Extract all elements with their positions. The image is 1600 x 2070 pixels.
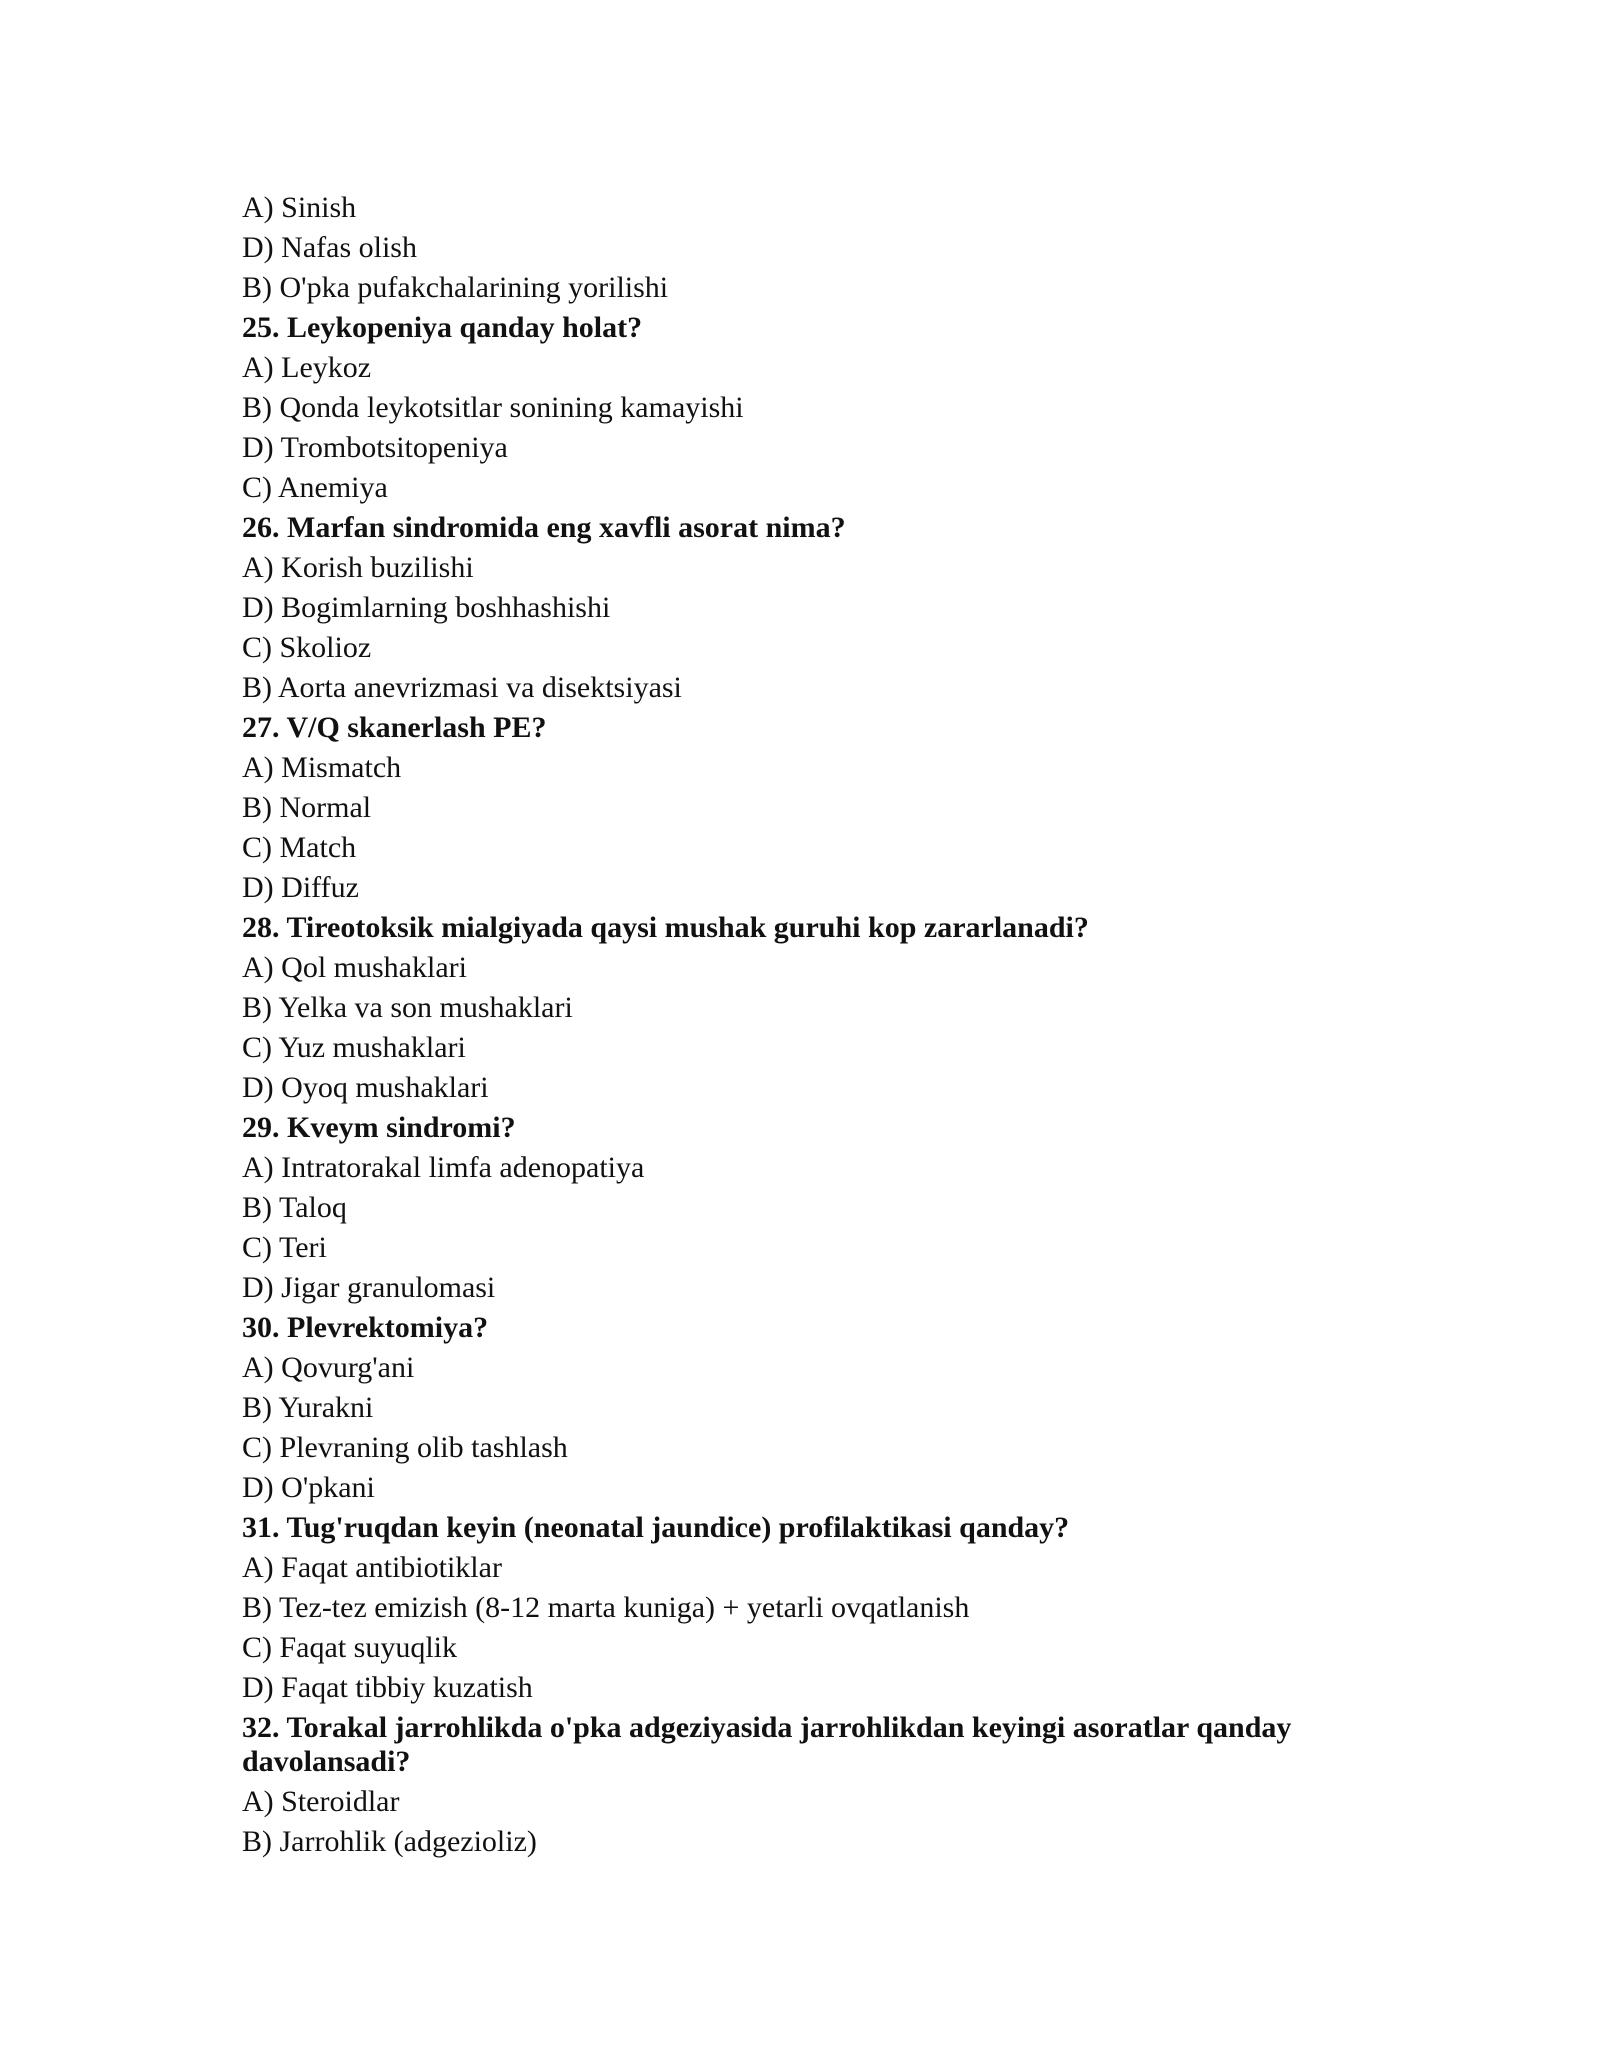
answer-option: D) Faqat tibbiy kuzatish [242, 1671, 533, 1704]
answer-option: B) Tez-tez emizish (8-12 marta kuniga) + yetarli ovqatlanish [242, 1591, 970, 1624]
answer-option: A) Korish buzilishi [242, 551, 474, 584]
answer-option: C) Anemiya [242, 471, 388, 504]
question-text: 32. Torakal jarrohlikda o'pka adgeziyasida jarrohlikdan keyingi asoratlar qanday davolansadi? [242, 1711, 1292, 1778]
question-text: 29. Kveym sindromi? [242, 1111, 516, 1144]
answer-option: A) Sinish [242, 191, 357, 224]
answer-option: A) Mismatch [242, 751, 402, 784]
answer-option: B) Taloq [242, 1191, 347, 1224]
answer-option: C) Teri [242, 1231, 327, 1264]
answer-option: D) Diffuz [242, 871, 359, 904]
document-page [242, 188, 1372, 1862]
answer-option: B) Aorta anevrizmasi va disektsiyasi [242, 671, 682, 704]
answer-option: C) Match [242, 831, 357, 864]
answer-option: C) Yuz mushaklari [242, 1031, 466, 1064]
question-text: 25. Leykopeniya qanday holat? [242, 311, 643, 344]
question-text: 31. Tug'ruqdan keyin (neonatal jaundice) profilaktikasi qanday? [242, 1511, 1070, 1544]
answer-option: A) Intratorakal limfa adenopatiya [242, 1151, 645, 1184]
answer-option: D) O'pkani [242, 1471, 375, 1504]
answer-option: A) Leykoz [242, 351, 372, 384]
answer-option: D) Nafas olish [242, 231, 417, 264]
answer-option: D) Bogimlarning boshhashishi [242, 591, 611, 624]
answer-option: B) Yelka va son mushaklari [242, 991, 573, 1024]
question-text: 27. V/Q skanerlash PE? [242, 711, 547, 744]
answer-option: B) Yurakni [242, 1391, 374, 1424]
question-text: 30. Plevrektomiya? [242, 1311, 489, 1344]
answer-option: B) Qonda leykotsitlar sonining kamayishi [242, 391, 744, 424]
answer-option: A) Faqat antibiotiklar [242, 1551, 502, 1584]
answer-option: D) Trombotsitopeniya [242, 431, 508, 464]
question-text: 26. Marfan sindromida eng xavfli asorat nima? [242, 511, 846, 544]
question-text: 28. Tireotoksik mialgiyada qaysi mushak guruhi kop zararlanadi? [242, 911, 1089, 944]
answer-option: D) Jigar granulomasi [242, 1271, 496, 1304]
answer-option: B) Normal [242, 791, 372, 824]
answer-option: A) Qol mushaklari [242, 951, 467, 984]
answer-option: A) Qovurg'ani [242, 1351, 415, 1384]
answer-option: B) O'pka pufakchalarining yorilishi [242, 271, 669, 304]
answer-option: C) Faqat suyuqlik [242, 1631, 457, 1664]
answer-option: C) Plevraning olib tashlash [242, 1431, 568, 1464]
answer-option: C) Skolioz [242, 631, 372, 664]
answer-option: A) Steroidlar [242, 1785, 400, 1818]
answer-option: D) Oyoq mushaklari [242, 1071, 489, 1104]
answer-option: B) Jarrohlik (adgezioliz) [242, 1825, 537, 1858]
